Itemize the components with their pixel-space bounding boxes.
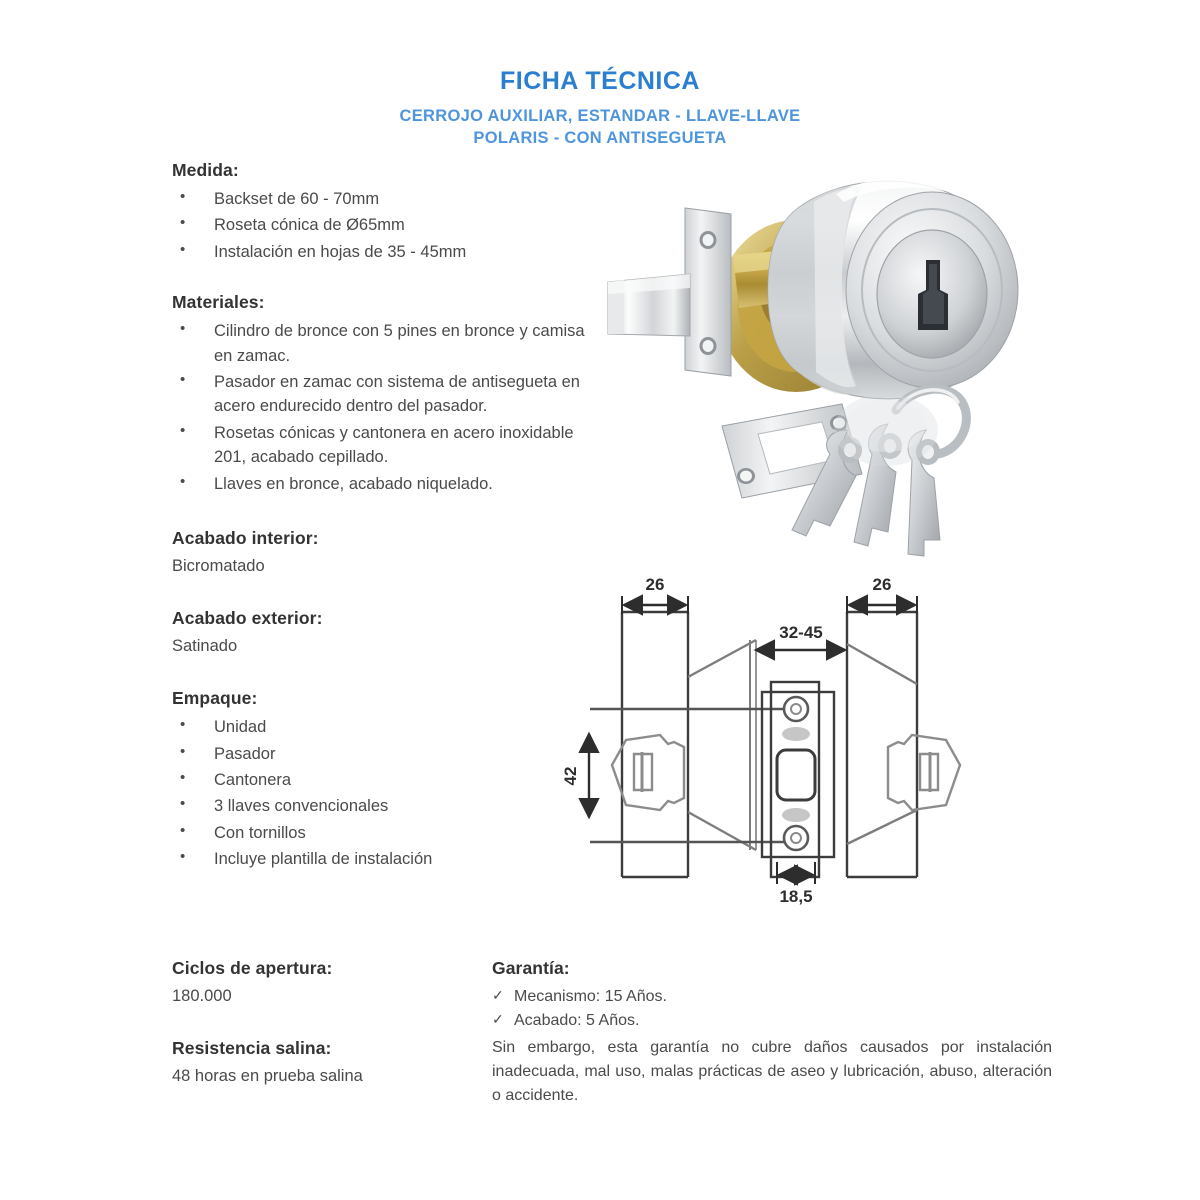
section-ciclos xyxy=(172,958,482,1008)
title-block xyxy=(0,68,1200,149)
deadbolt-cylinder xyxy=(768,178,1018,399)
materiales-heading: Materiales: xyxy=(172,292,265,313)
section-acabado-exterior xyxy=(172,608,592,658)
list-item: • Cantonera xyxy=(172,768,592,792)
dim-left-26-label: 26 xyxy=(645,575,665,594)
acabado-interior-heading: Acabado interior: xyxy=(172,528,319,549)
acabado-exterior-heading: Acabado exterior: xyxy=(172,608,323,629)
durability-column xyxy=(172,958,482,1088)
latch-faceplate xyxy=(685,208,731,376)
dim-right-26-label: 26 xyxy=(872,575,892,594)
specs-column xyxy=(172,160,592,874)
dim-32-45-label: 32-45 xyxy=(779,623,823,642)
acabado-interior-value: Bicromatado xyxy=(172,557,265,576)
medida-heading: Medida: xyxy=(172,160,239,180)
empaque-heading: Empaque: xyxy=(172,688,258,709)
faceplate-screw-holes xyxy=(784,697,808,850)
ciclos-value: 180.000 xyxy=(172,987,232,1005)
list-item: ✓ Mecanismo: 15 Años. xyxy=(492,985,1052,1009)
dimension-right-26 xyxy=(847,575,917,614)
dim-18-5-label: 18,5 xyxy=(779,887,813,906)
list-item: • Pasador en zamac con sistema de antisegueta en acero endurecido dentro del pasador. xyxy=(172,370,592,419)
dimension-left-26 xyxy=(622,575,688,614)
empaque-list xyxy=(172,715,592,871)
dimension-42 xyxy=(561,734,589,817)
section-resistencia xyxy=(172,1038,482,1088)
medida-list xyxy=(172,187,592,264)
list-item: • Pasador xyxy=(172,742,592,766)
section-materiales xyxy=(172,292,592,496)
section-medida xyxy=(172,160,592,264)
garantia-heading: Garantía: xyxy=(492,958,570,978)
subtitle-line-1: CERROJO AUXILIAR, ESTANDAR - LLAVE-LLAVE xyxy=(399,106,801,125)
garantia-list xyxy=(492,985,1052,1033)
list-item: • Con tornillos xyxy=(172,821,592,845)
ciclos-heading: Ciclos de apertura: xyxy=(172,958,333,978)
garantia-note: Sin embargo, esta garantía no cubre daños causados por instalación inadecuada, mal uso, malas prácticas de aseo y lubricación, abuso, alteración o accidente. xyxy=(492,1039,1052,1104)
dimension-18-5 xyxy=(777,862,815,906)
deadbolt-bolt xyxy=(608,274,690,336)
subtitle-line-2: POLARIS - CON ANTISEGUETA xyxy=(473,128,727,147)
dimension-drawing xyxy=(556,572,1016,937)
resistencia-value: 48 horas en prueba salina xyxy=(172,1067,363,1086)
dim-42-label: 42 xyxy=(561,766,580,786)
list-item: ✓ Acabado: 5 Años. xyxy=(492,1009,1052,1033)
section-acabado-interior xyxy=(172,528,592,578)
right-key-profile xyxy=(888,735,960,810)
page-title: FICHA TÉCNICA xyxy=(499,67,700,95)
list-item: • Instalación en hojas de 35 - 45mm xyxy=(172,240,592,264)
list-item: • Unidad xyxy=(172,715,592,739)
resistencia-heading: Resistencia salina: xyxy=(172,1038,332,1059)
product-photo xyxy=(600,158,1020,558)
list-item: • Llaves en bronce, acabado niquelado. xyxy=(172,472,592,496)
section-empaque xyxy=(172,688,592,871)
faceplate-marks xyxy=(782,727,810,822)
list-item: • Cilindro de bronce con 5 pines en bronce y camisa en zamac. xyxy=(172,319,592,368)
list-item: • Backset de 60 - 70mm xyxy=(172,187,592,211)
dimension-door-thickness xyxy=(756,623,845,650)
materiales-list xyxy=(172,319,592,496)
warranty-column xyxy=(492,958,1052,1124)
list-item: • Incluye plantilla de instalación xyxy=(172,847,592,871)
list-item: • Rosetas cónicas y cantonera en acero inoxidable 201, acabado cepillado. xyxy=(172,421,592,470)
page-subtitle xyxy=(0,105,1200,150)
list-item: • Roseta cónica de Ø65mm xyxy=(172,213,592,237)
list-item: • 3 llaves convencionales xyxy=(172,794,592,818)
acabado-exterior-value: Satinado xyxy=(172,637,238,656)
